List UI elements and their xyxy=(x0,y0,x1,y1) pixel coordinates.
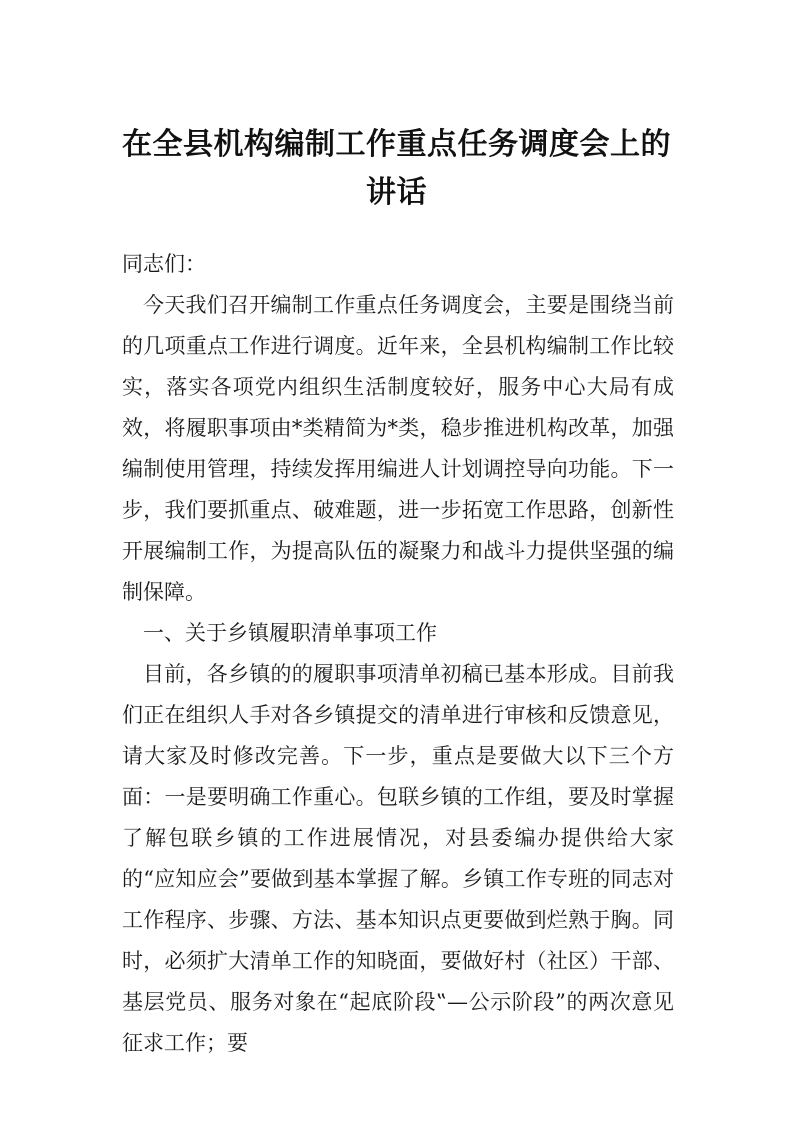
document-body xyxy=(122,244,674,1064)
document-title-line-2: 讲话 xyxy=(366,175,427,210)
section-heading-1: 一、关于乡镇履职清单事项工作 xyxy=(143,621,437,645)
document-title-line-1: 在全县机构编制工作重点任务调度会上的 xyxy=(122,127,671,162)
paragraph-intro: 今天我们召开编制工作重点任务调度会，主要是围绕当前的几项重点工作进行调度。近年来，全县机构编制工作比较实，落实各项党内组织生活制度较好，服务中心大局有成效，将履职事项由*类精简为*类，稳步推进机构改革，加强编制使用管理，持续发挥用编进人计划调控导向功能。下一步，我们要抓重点、破难题，进一步拓宽工作思路，创新性开展编制工作，为提高队伍的凝聚力和战斗力提供坚强的编制保障。 xyxy=(122,293,674,604)
paragraph-section-1: 目前，各乡镇的的履职事项清单初稿已基本形成。目前我们正在组织人手对各乡镇提交的清单进行审核和反馈意见，请大家及时修改完善。下一步，重点是要做大以下三个方面：一是要明确工作重心。包联乡镇的工作组，要及时掌握了解包联乡镇的工作进展情况，对县委编办提供给大家的“应知应会”要做到基本掌握了解。乡镇工作专班的同志对工作程序、步骤、方法、基本知识点更要做到烂熟于胸。同时，必须扩大清单工作的知晓面，要做好村（社区）干部、基层党员、服务对象在“起底阶段‟—公示阶段”的两次意见征求工作；要 xyxy=(122,662,674,1055)
salutation: 同志们： xyxy=(122,252,206,276)
